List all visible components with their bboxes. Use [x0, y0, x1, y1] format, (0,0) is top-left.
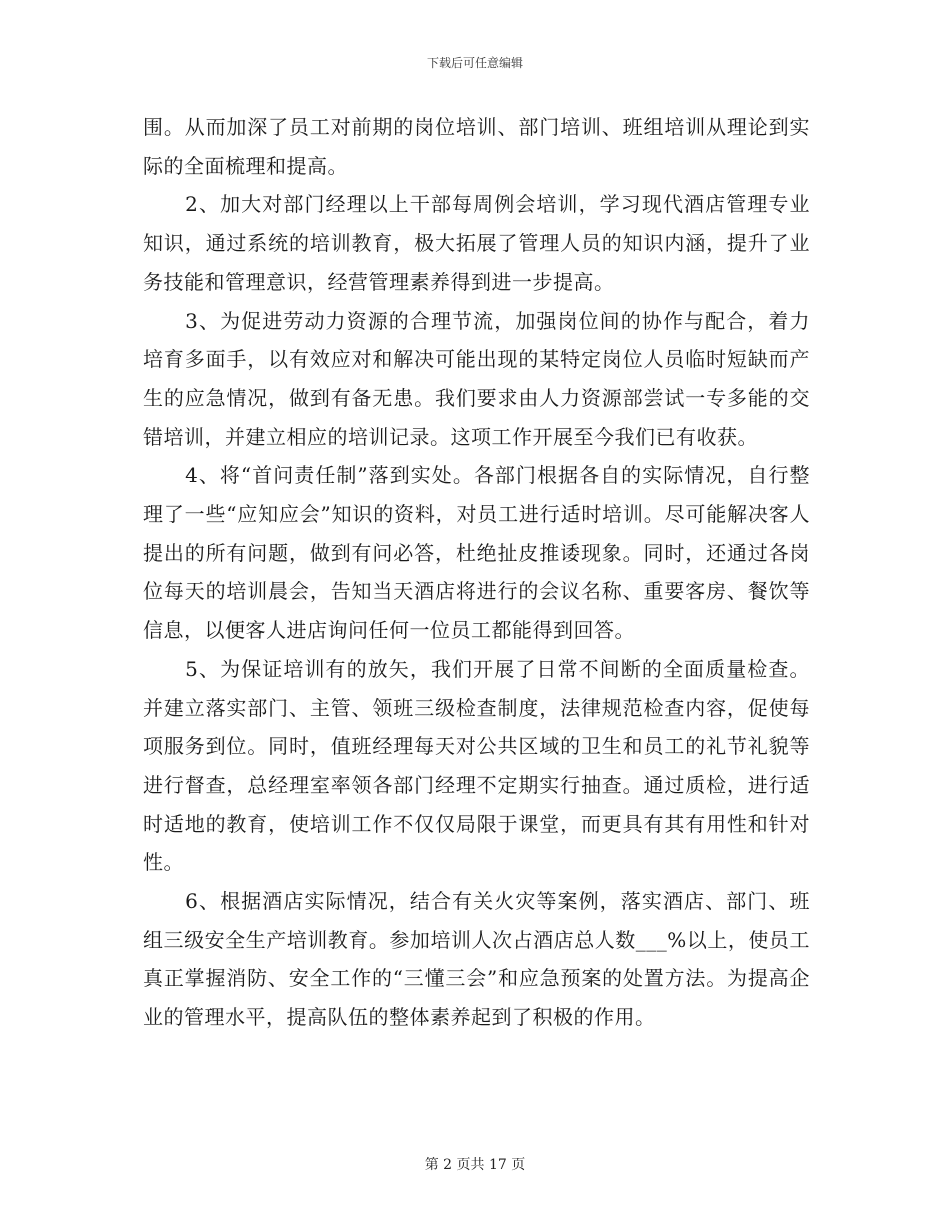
- paragraph-item-5: 5、为保证培训有的放矢，我们开展了日常不间断的全面质量检查。并建立落实部门、主管、领班三级检查制度，法律规范检查内容，促使每项服务到位。同时，值班经理每天对公共区域的卫生和员工的礼节礼貌等进行督查，总经理室率领各部门经理不定期实行抽查。通过质检，进行适时适地的教育，使培训工作不仅仅局限于课堂，而更具有其有用性和针对性。: [143, 656, 810, 875]
- paragraph-item-4: 4、将“首问责任制”落到实处。各部门根据各自的实际情况，自行整理了一些“应知应会”知识的资料，对员工进行适时培训。尽可能解决客人提出的所有问题，做到有问必答，杜绝扯皮推诿现象。同时，还通过各岗位每天的培训晨会，告知当天酒店将进行的会议名称、重要客房、餐饮等信息，以便客人进店询问任何一位员工都能得到回答。: [143, 463, 810, 643]
- paragraph-item-3: 3、为促进劳动力资源的合理节流，加强岗位间的协作与配合，着力培育多面手，以有效应对和解决可能出现的某特定岗位人员临时短缺而产生的应急情况，做到有备无患。我们要求由人力资源部尝试一专多能的交错培训，并建立相应的培训记录。这项工作开展至今我们已有收获。: [143, 308, 810, 449]
- document-body: [143, 108, 810, 1037]
- paragraph-item-6: 6、根据酒店实际情况，结合有关火灾等案例，落实酒店、部门、班组三级安全生产培训教育。参加培训人次占酒店总人数___%以上，使员工真正掌握消防、安全工作的“三懂三会”和应急预案的处置方法。为提高企业的管理水平，提高队伍的整体素养起到了积极的作用。: [143, 889, 810, 1030]
- page-header: 下载后可任意编辑: [426, 56, 523, 70]
- paragraph-item-2: 2、加大对部门经理以上干部每周例会培训，学习现代酒店管理专业知识，通过系统的培训教育，极大拓展了管理人员的知识内涵，提升了业务技能和管理意识，经营管理素养得到进一步提高。: [143, 192, 810, 294]
- page-number: 第 2 页共 17 页: [424, 1157, 526, 1173]
- paragraph-continuation: 围。从而加深了员工对前期的岗位培训、部门培训、班组培训从理论到实际的全面梳理和提高。: [143, 115, 810, 178]
